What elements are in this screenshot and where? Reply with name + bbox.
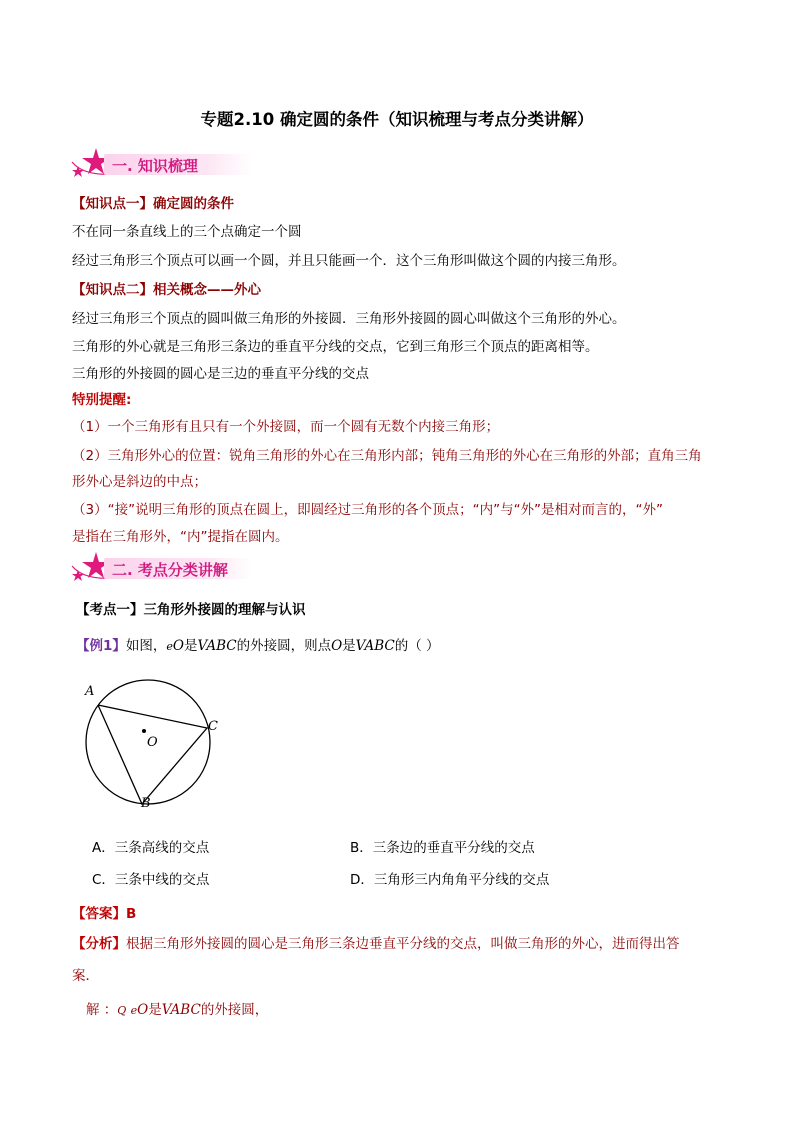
circle-symbol: e xyxy=(130,1004,138,1017)
math: O xyxy=(172,638,184,654)
section-label: 二. 考点分类讲解 xyxy=(112,561,228,579)
section-banner-2 xyxy=(68,550,254,584)
kp-tag: 【知识点二】 xyxy=(72,282,153,298)
label-B: B xyxy=(141,796,151,811)
triangle xyxy=(98,705,207,804)
text: 是 xyxy=(342,638,356,654)
math: VABC xyxy=(197,638,237,654)
math: O xyxy=(331,638,343,654)
option-a: A．三条高线的交点 xyxy=(92,840,210,856)
paragraph: 经过三角形三个顶点可以画一个圆，并且只能画一个．这个三角形叫做这个圆的内接三角形。 xyxy=(72,253,626,269)
section-banner-1 xyxy=(68,146,254,180)
text: 是 xyxy=(184,638,198,654)
math: VABC xyxy=(161,1002,201,1018)
text: 如图， xyxy=(125,638,167,654)
option-d: D．三角形三内角角平分线的交点 xyxy=(350,872,550,888)
center-point xyxy=(142,729,146,733)
circumcircle-figure xyxy=(76,678,236,812)
note-2b: 形外心是斜边的中点； xyxy=(72,474,207,490)
text: 的外接圆， xyxy=(200,1002,269,1018)
example-tag: 【例1】 xyxy=(76,638,126,654)
answer-value: B xyxy=(126,906,137,922)
text: 的（ ） xyxy=(394,638,440,654)
note-3b: 是指在三角形外，“内”提指在圆内。 xyxy=(72,529,289,545)
label-O: O xyxy=(147,735,158,750)
reminder-heading: 特别提醒: xyxy=(72,392,132,408)
option-c: C．三条中线的交点 xyxy=(92,872,210,888)
solution-line xyxy=(86,998,268,1018)
analysis-text: 根据三角形外接圆的圆心是三角形三条边垂直平分线的交点，叫做三角形的外心，进而得出答 xyxy=(126,936,680,952)
label-C: C xyxy=(208,719,218,734)
label-A: A xyxy=(85,684,95,699)
text: 的外接圆，则点 xyxy=(236,638,332,654)
analysis-line-2: 案． xyxy=(72,968,99,984)
analysis-tag: 【分析】 xyxy=(72,936,126,952)
kp-name: 相关概念——外心 xyxy=(153,282,261,298)
paragraph: 三角形的外接圆的圆心是三边的垂直平分线的交点 xyxy=(72,366,369,382)
page-title: 专题2.10 确定圆的条件（知识梳理与考点分类讲解） xyxy=(200,110,594,129)
text: 是 xyxy=(148,1002,162,1018)
circle-symbol: e xyxy=(166,640,173,653)
analysis-line-1 xyxy=(72,932,680,952)
kp-tag: 【知识点一】 xyxy=(72,196,153,212)
knowledge-point-1-heading xyxy=(72,192,234,212)
paragraph: 经过三角形三个顶点的圆叫做三角形的外接圆．三角形外接圆的圆心叫做这个三角形的外心。 xyxy=(72,311,626,327)
topic-heading: 【考点一】三角形外接圆的理解与认识 xyxy=(76,602,306,618)
math: O xyxy=(137,1002,149,1018)
kp-name: 确定圆的条件 xyxy=(153,196,234,212)
option-b: B．三条边的垂直平分线的交点 xyxy=(350,840,535,856)
knowledge-point-2-heading xyxy=(72,278,261,298)
example-question xyxy=(76,634,440,654)
solution-label: 解 ： xyxy=(86,1002,118,1018)
answer-tag: 【答案】 xyxy=(72,906,126,922)
note-2a: （2）三角形外心的位置：锐角三角形的外心在三角形内部；钝角三角形的外心在三角形的外部；直角三角 xyxy=(72,448,702,464)
paragraph: 三角形的外心就是三角形三条边的垂直平分线的交点，它到三角形三个顶点的距离相等。 xyxy=(72,339,599,355)
paragraph: 不在同一条直线上的三个点确定一个圆 xyxy=(72,224,302,240)
since-symbol: Q xyxy=(117,1004,127,1017)
note-3a: （3）“接”说明三角形的顶点在圆上，即圆经过三角形的各个顶点；“内”与“外”是相对而言的，“外” xyxy=(72,502,664,518)
note-1: （1）一个三角形有且只有一个外接圆，而一个圆有无数个内接三角形； xyxy=(72,419,500,435)
math: VABC xyxy=(355,638,395,654)
answer xyxy=(72,902,136,922)
section-label: 一. 知识梳理 xyxy=(112,157,198,175)
